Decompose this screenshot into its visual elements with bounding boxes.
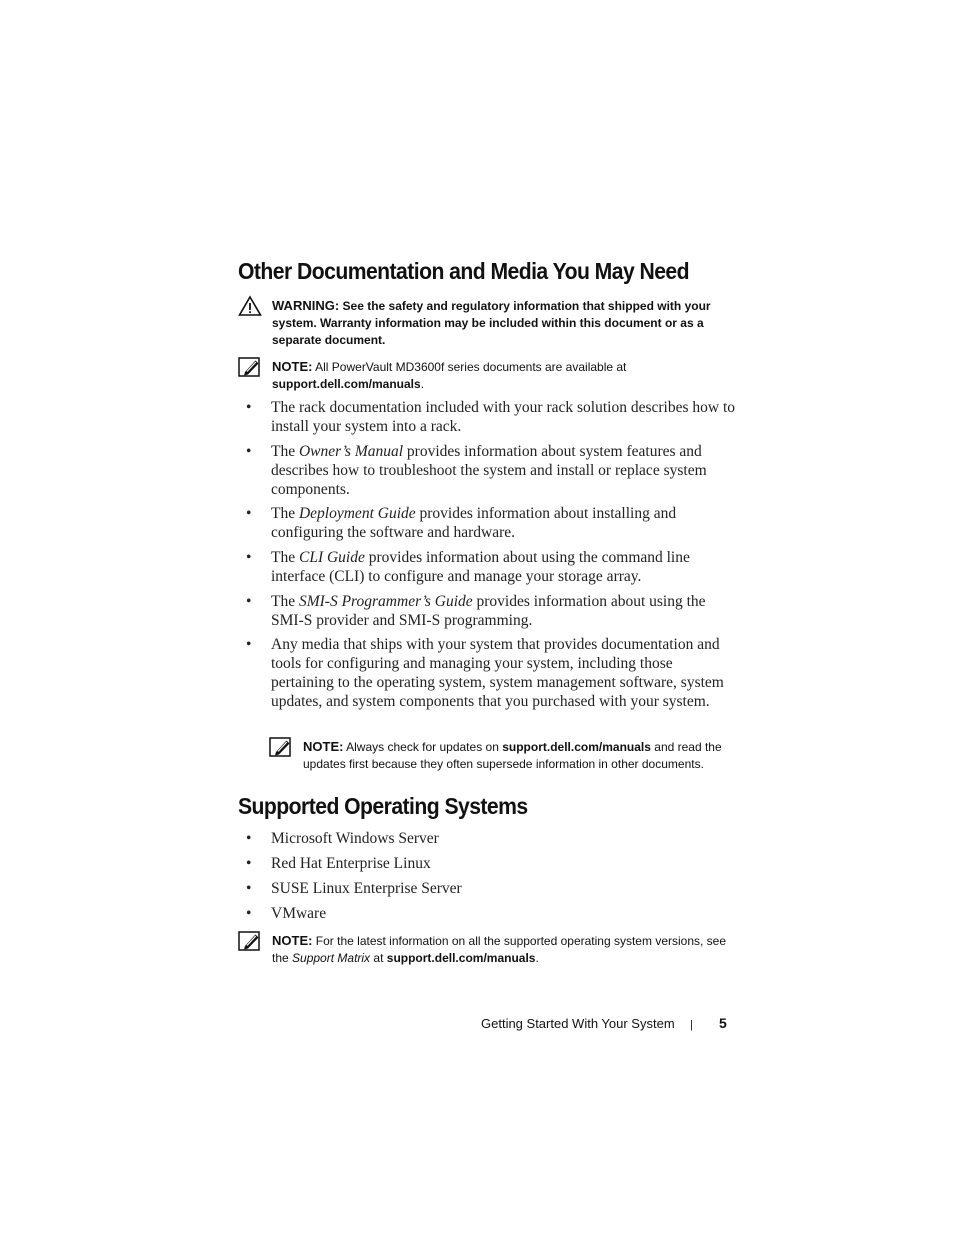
note-documents: NOTE: All PowerVault MD3600f series documents are available at support.dell.com/manuals. <box>272 358 717 393</box>
note-label: NOTE: <box>272 933 313 948</box>
warning-triangle-icon <box>238 295 262 317</box>
note-pencil-icon <box>238 930 262 952</box>
page-number: 5 <box>719 1015 727 1031</box>
note-pencil-icon <box>238 356 262 378</box>
doc-title: Owner’s Manual <box>298 443 404 460</box>
warning-label: WARNING: <box>272 298 340 313</box>
footer-separator: | <box>690 1019 693 1031</box>
section-heading-documentation: Other Documentation and Media You May Need <box>238 258 690 284</box>
list-item: • The Owner’s Manual provides information about system features and describes how to troubleshoot the system and install or replace system components. <box>246 443 707 498</box>
list-item: • Red Hat Enterprise Linux <box>246 855 431 872</box>
warning-text: See the safety and regulatory information that shipped with your system. Warranty information may be included within this document or as a separate document. <box>272 299 711 347</box>
note-label: NOTE: <box>303 739 344 754</box>
list-item: • Microsoft Windows Server <box>246 830 439 847</box>
doc-title: Support Matrix <box>292 951 371 965</box>
manuals-link[interactable]: support.dell.com/manuals <box>272 377 421 391</box>
note-text: All PowerVault MD3600f series documents are available at <box>315 360 627 374</box>
list-item: • The rack documentation included with your rack solution describes how to install your system into a rack. <box>246 399 736 435</box>
doc-title: SMI-S Programmer’s Guide <box>298 593 473 610</box>
footer-chapter-title: Getting Started With Your System <box>481 1016 675 1031</box>
manuals-link[interactable]: support.dell.com/manuals <box>502 740 651 754</box>
list-item: • The CLI Guide provides information about using the command line interface (CLI) to configure and manage your storage array. <box>246 549 690 585</box>
note-updates: NOTE: Always check for updates on support.dell.com/manuals and read the updates first because they often supersede information in other documents. <box>303 738 743 773</box>
doc-title: CLI Guide <box>298 549 365 566</box>
warning-notice <box>272 297 717 349</box>
manuals-link[interactable]: support.dell.com/manuals <box>386 951 536 965</box>
note-support-matrix: NOTE: For the latest information on all the supported operating system versions, see the Support Matrix at support.dell.com/manuals. <box>272 932 737 967</box>
list-item: • SUSE Linux Enterprise Server <box>246 880 462 897</box>
list-item: • The SMI-S Programmer’s Guide provides information about using the SMI-S provider and SMI-S programming. <box>246 593 706 629</box>
list-item: • Any media that ships with your system that provides documentation and tools for configuring and managing your system, including those pertaining to the operating system, system management software, system updates, and system components that you purchased with your system. <box>246 636 724 710</box>
note-pencil-icon <box>269 736 293 758</box>
list-item: • VMware <box>246 905 327 922</box>
section-heading-os: Supported Operating Systems <box>238 793 528 819</box>
list-item: • The Deployment Guide provides information about installing and configuring the software and hardware. <box>246 505 677 541</box>
note-label: NOTE: <box>272 359 313 374</box>
doc-title: Deployment Guide <box>298 505 416 522</box>
